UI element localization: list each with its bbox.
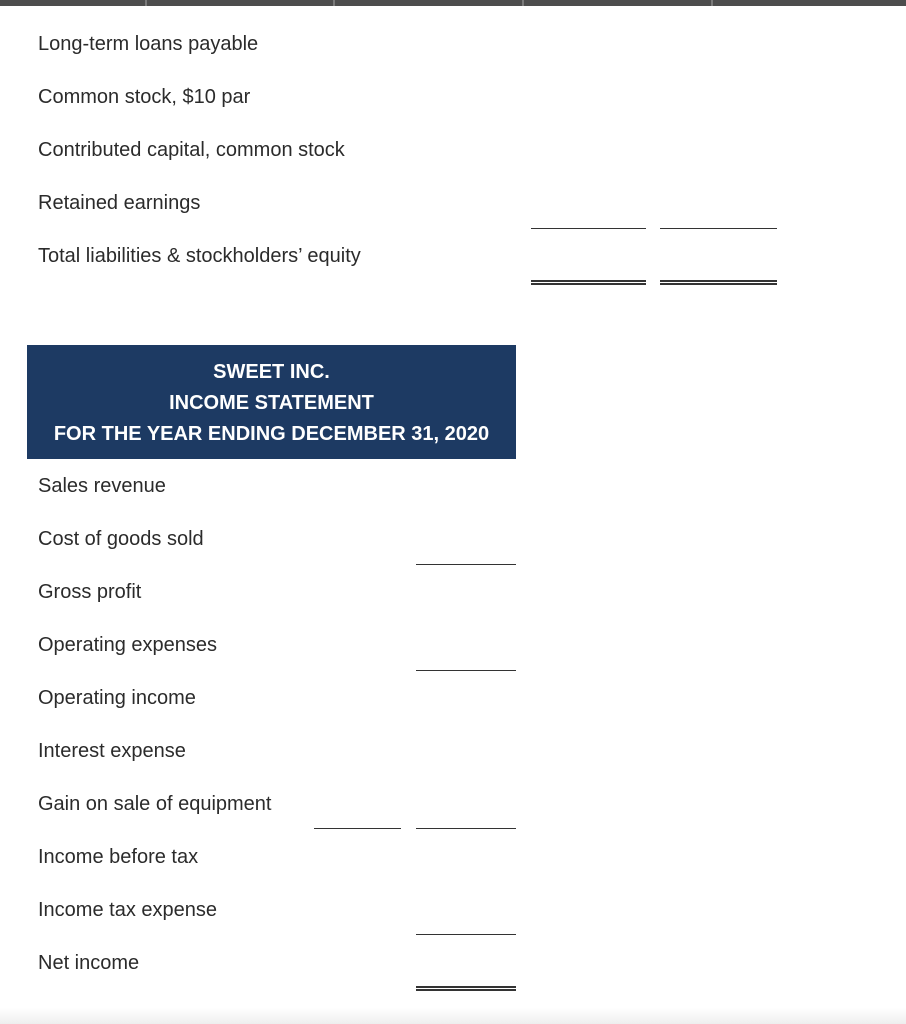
row-label: Contributed capital, common stock xyxy=(38,139,345,161)
income-statement-header xyxy=(27,345,516,459)
bottom-edge xyxy=(0,1008,906,1024)
column-separator xyxy=(522,0,524,6)
underline xyxy=(416,828,516,829)
statement-period: FOR THE YEAR ENDING DECEMBER 31, 2020 xyxy=(53,423,490,445)
column-separator xyxy=(145,0,147,6)
double-underline xyxy=(531,280,646,285)
row-label: Cost of goods sold xyxy=(38,528,204,550)
row-label: Gain on sale of equipment xyxy=(38,793,272,815)
underline xyxy=(531,228,646,229)
underline xyxy=(314,828,401,829)
row-label: Net income xyxy=(38,952,140,974)
statement-title: INCOME STATEMENT xyxy=(169,392,374,414)
column-separator xyxy=(711,0,713,6)
underline xyxy=(660,228,777,229)
row-label: Sales revenue xyxy=(38,475,166,497)
row-label: Long-term loans payable xyxy=(38,33,259,55)
column-separator xyxy=(333,0,335,6)
row-label: Total liabilities & stockholders’ equity xyxy=(38,245,361,267)
row-label: Common stock, $10 par xyxy=(38,86,251,108)
row-label: Income before tax xyxy=(38,846,199,868)
underline xyxy=(416,670,516,671)
top-table-border xyxy=(0,0,906,6)
row-label: Operating income xyxy=(38,687,196,709)
row-label: Income tax expense xyxy=(38,899,217,921)
row-label: Gross profit xyxy=(38,581,142,603)
underline xyxy=(416,934,516,935)
underline xyxy=(416,564,516,565)
company-name: SWEET INC. xyxy=(213,361,330,383)
double-underline xyxy=(416,986,516,991)
row-label: Retained earnings xyxy=(38,192,201,214)
row-label: Interest expense xyxy=(38,740,186,762)
row-label: Operating expenses xyxy=(38,634,218,656)
double-underline xyxy=(660,280,777,285)
